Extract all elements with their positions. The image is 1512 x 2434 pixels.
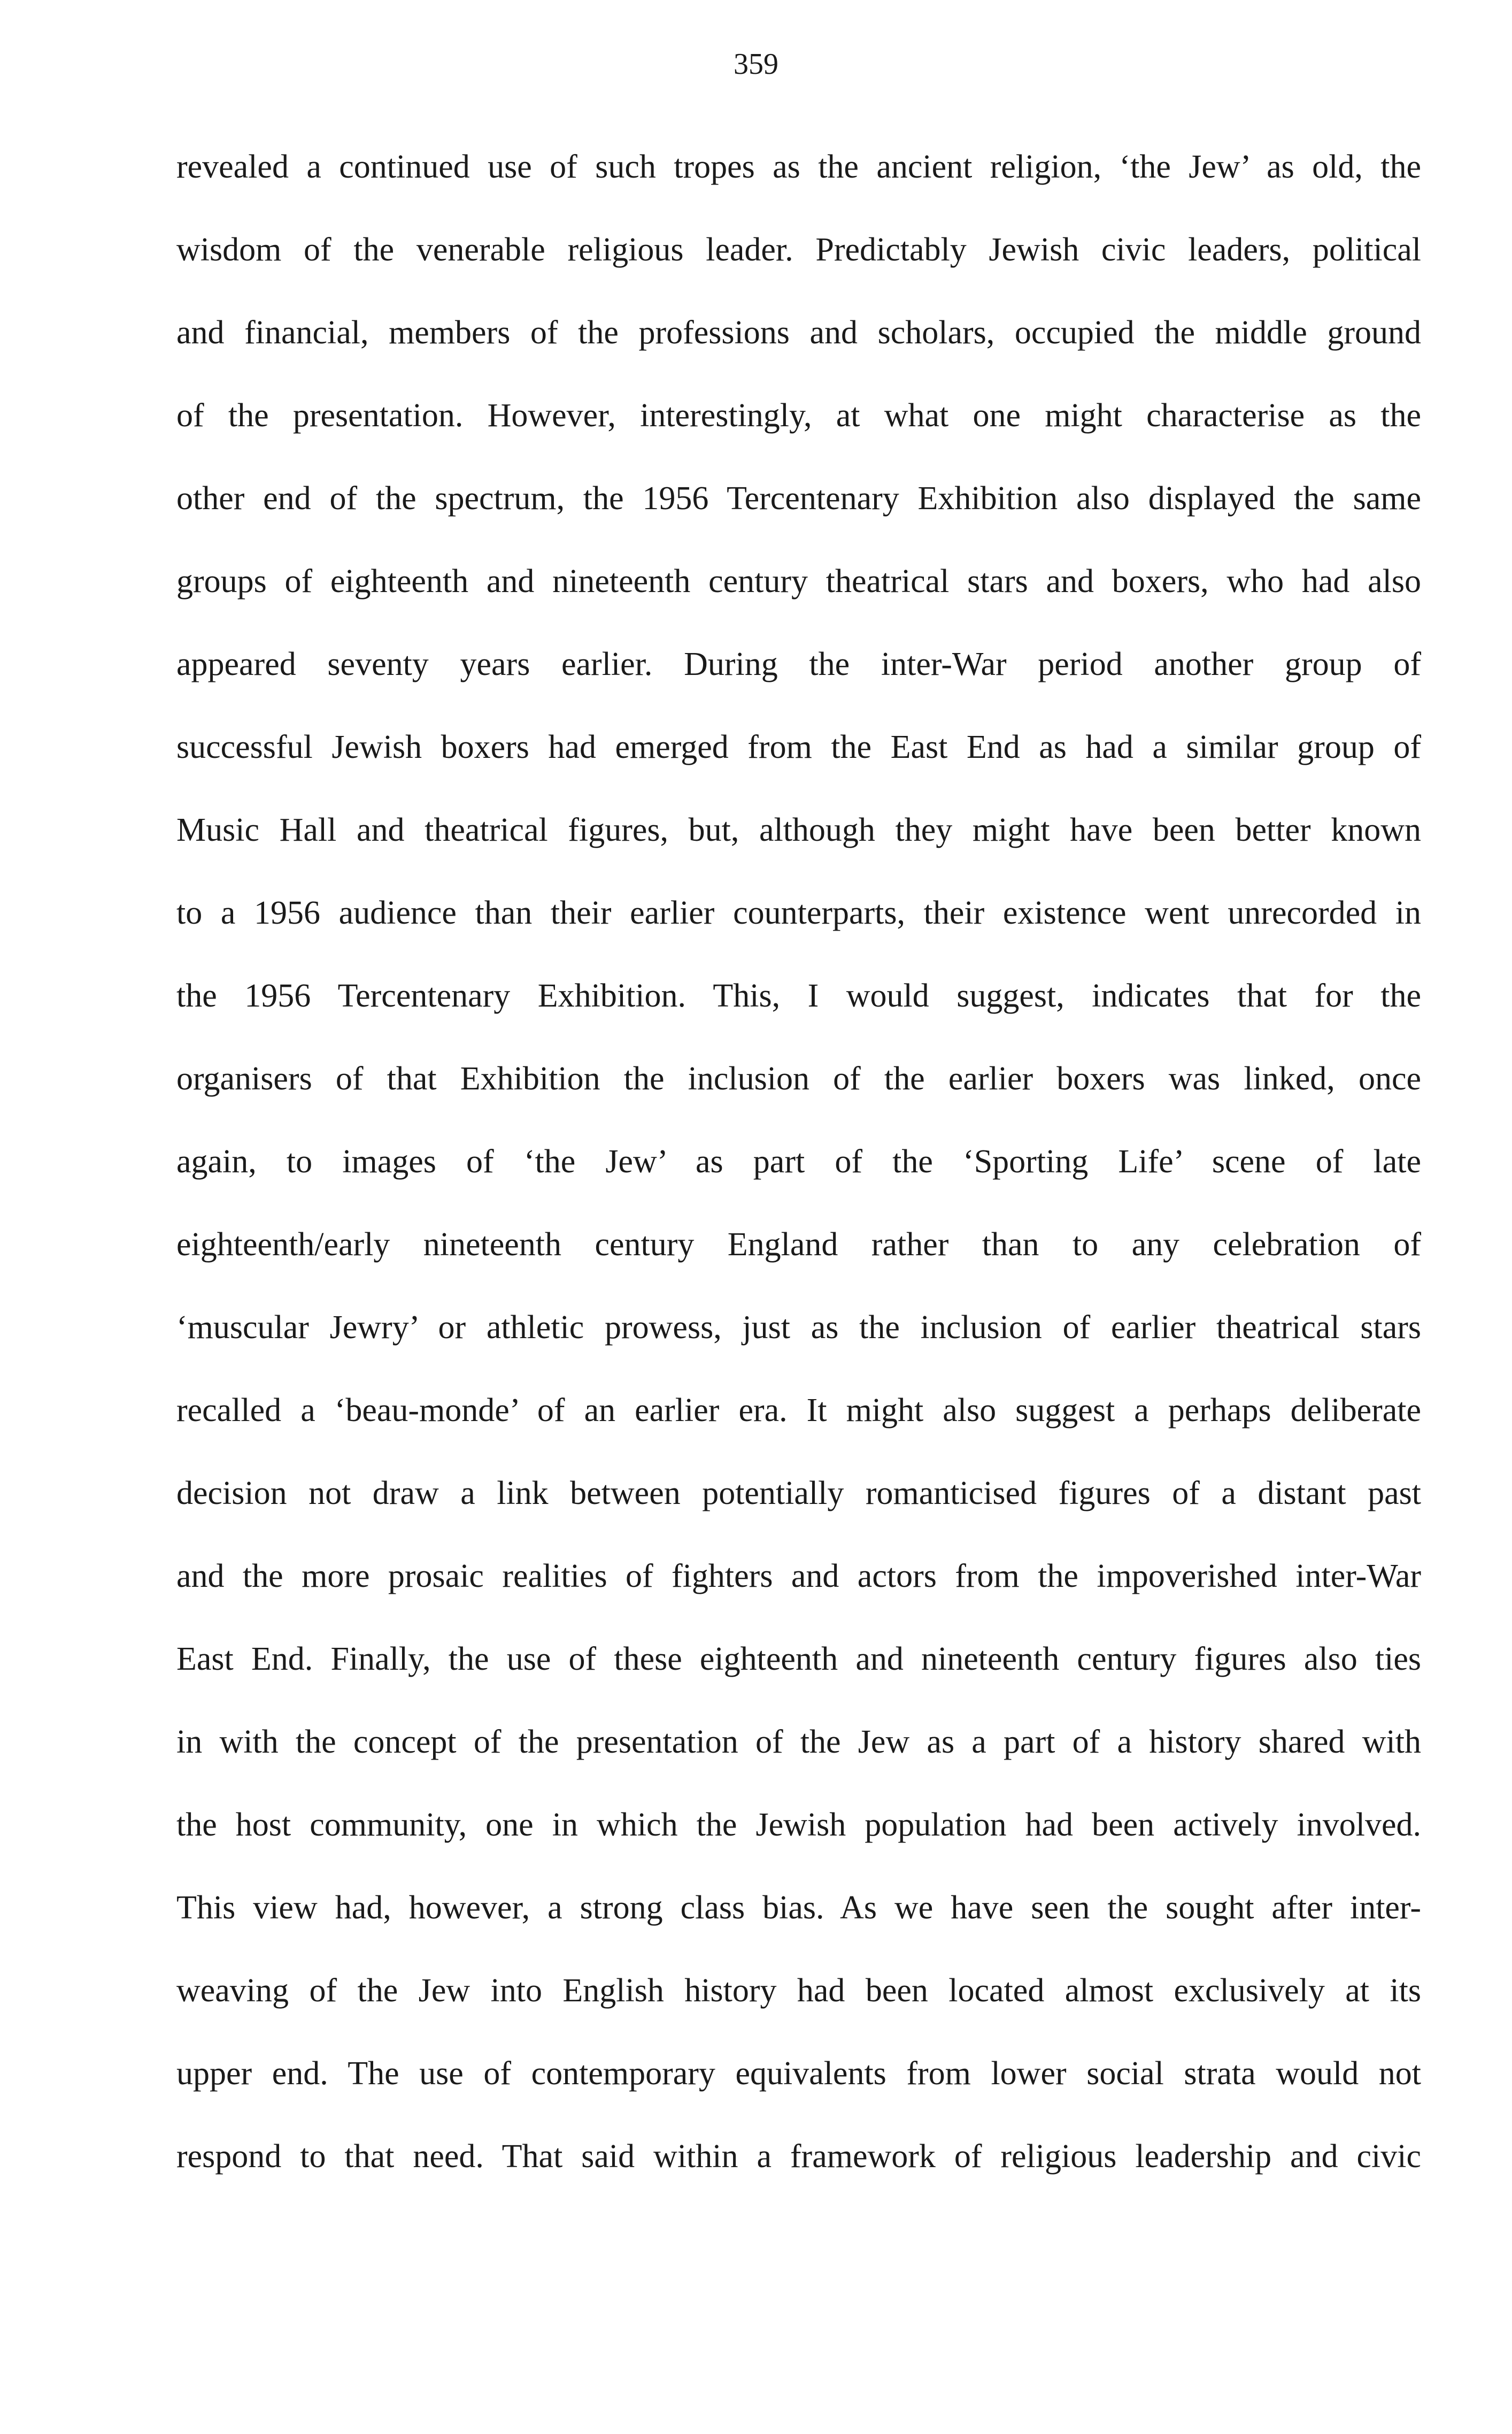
page-number: 359 [734,48,778,81]
text-line: East End. Finally, the use of these eighteenth and nineteenth century figures also ties [176,1641,1421,1677]
text-line: respond to that need. That said within a framework of religious leadership and civic [176,2138,1421,2175]
text-line: revealed a continued use of such tropes as the ancient religion, ‘the Jew’ as old, the [176,149,1421,185]
text-line: of the presentation. However, interestingly, at what one might characterise as the [176,397,1421,434]
text-line: groups of eighteenth and nineteenth century theatrical stars and boxers, who had also [176,563,1421,600]
text-line: Music Hall and theatrical figures, but, although they might have been better known [176,812,1421,848]
text-line: decision not draw a link between potentially romanticised figures of a distant past [176,1475,1421,1511]
text-line: the 1956 Tercentenary Exhibition. This, I would suggest, indicates that for the [176,978,1421,1014]
text-line: This view had, however, a strong class bias. As we have seen the sought after inter- [176,1890,1421,1926]
text-line: to a 1956 audience than their earlier counterparts, their existence went unrecorded in [176,895,1421,931]
text-line: and the more prosaic realities of fighters and actors from the impoverished inter-War [176,1558,1421,1594]
text-line: eighteenth/early nineteenth century England rather than to any celebration of [176,1226,1421,1263]
text-line: recalled a ‘beau-monde’ of an earlier era. It might also suggest a perhaps deliberate [176,1392,1421,1429]
text-line: successful Jewish boxers had emerged from the East End as had a similar group of [176,729,1421,765]
text-line: appeared seventy years earlier. During the inter-War period another group of [176,646,1421,682]
text-line: ‘muscular Jewry’ or athletic prowess, just as the inclusion of earlier theatrical stars [176,1309,1421,1346]
text-line: again, to images of ‘the Jew’ as part of the ‘Sporting Life’ scene of late [176,1143,1421,1180]
text-line: upper end. The use of contemporary equivalents from lower social strata would not [176,2055,1421,2092]
text-line: other end of the spectrum, the 1956 Tercentenary Exhibition also displayed the same [176,480,1421,517]
text-line: organisers of that Exhibition the inclusion of the earlier boxers was linked, once [176,1061,1421,1097]
text-line: weaving of the Jew into English history had been located almost exclusively at its [176,1972,1421,2009]
text-line: wisdom of the venerable religious leader. Predictably Jewish civic leaders, political [176,232,1421,268]
text-line: in with the concept of the presentation of the Jew as a part of a history shared with [176,1724,1421,1760]
text-line: and financial, members of the professions and scholars, occupied the middle ground [176,314,1421,351]
text-line: the host community, one in which the Jewish population had been actively involved. [176,1807,1421,1843]
